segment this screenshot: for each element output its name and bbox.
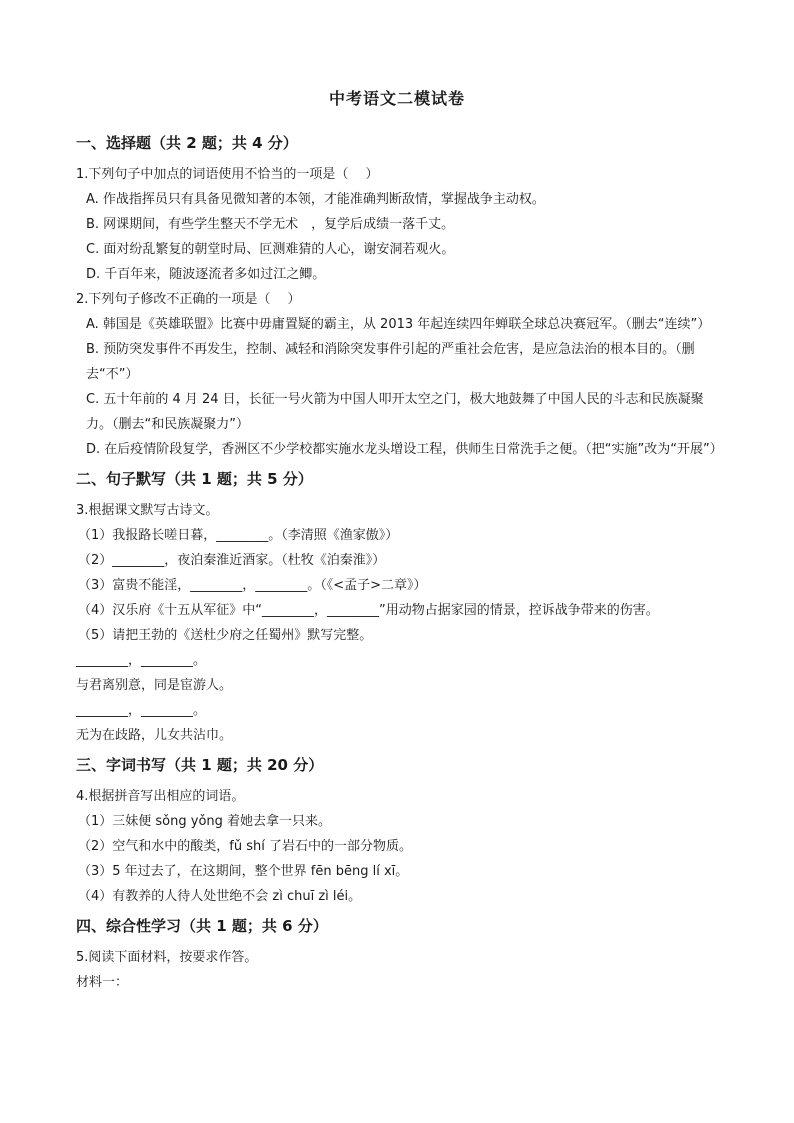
material-label: 材料一： xyxy=(76,975,129,990)
poem-line-2: 与君离别意，同是宦游人。 xyxy=(76,678,233,693)
section-heading-recitation: 二、句子默写（共 1 题；共 5 分） xyxy=(76,470,313,488)
question-4-item-2: （2）空气和水中的酸类，fǔ shí 了岩石中的一部分物质。 xyxy=(78,839,412,854)
question-3-item-4: （4）汉乐府《十五从军征》中“________，________”用动物占据家园的情景，控诉战争带来的伤害。 xyxy=(78,603,659,618)
question-1-option-d: D. 千百年来，随波逐流者多如过江之鲫。 xyxy=(86,267,326,282)
section-heading-writing: 三、字词书写（共 1 题；共 20 分） xyxy=(76,756,324,774)
question-4-item-4: （4）有教养的人待人处世绝不会 zì chuī zì léi。 xyxy=(78,889,362,904)
question-1-option-c: C. 面对纷乱繁复的朝堂时局、叵测难猜的人心，谢安洞若观火。 xyxy=(86,242,455,257)
question-2-option-a: A. 韩国是《英雄联盟》比赛中毋庸置疑的霸主，从 2013 年起连续四年蝉联全球总决赛冠军。（删去“连续”） xyxy=(86,317,711,332)
question-2-option-b: B. 预防突发事件不再发生，控制、减轻和消除突发事件引起的严重社会危害，是应急法治的根本目的。（删去“不”） xyxy=(86,342,695,382)
poem-line-3: ________，________。 xyxy=(76,703,207,718)
question-1-option-a: A. 作战指挥员只有具备见微知著的本领，才能准确判断敌情，掌握战争主动权。 xyxy=(86,192,545,207)
question-4-stem: 4.根据拼音写出相应的词语。 xyxy=(76,789,245,804)
question-2-option-d: D. 在后疫情阶段复学，香洲区不少学校都实施水龙头增设工程，供师生日常洗手之便。（把“实施”改为“开展”） xyxy=(86,442,723,457)
question-3-item-1: （1）我报路长嗟日暮，________。（李清照《渔家傲》） xyxy=(78,528,399,543)
question-4-item-1: （1）三妹便 sǒng yǒng 着她去拿一只来。 xyxy=(78,814,332,829)
section-heading-choice: 一、选择题（共 2 题；共 4 分） xyxy=(76,134,298,152)
poem-line-1: ________，________。 xyxy=(76,653,207,668)
section-heading-comprehensive: 四、综合性学习（共 1 题；共 6 分） xyxy=(76,917,328,935)
question-1-option-b: B. 网课期间，有些学生整天不学无术 ，复学后成绩一落千丈。 xyxy=(86,217,455,232)
question-3-item-5: （5）请把王勃的《送杜少府之任蜀州》默写完整。 xyxy=(78,628,373,643)
poem-line-4: 无为在歧路，儿女共沾巾。 xyxy=(76,728,233,743)
question-3-item-2: （2）________，夜泊秦淮近酒家。（杜牧《泊秦淮》） xyxy=(78,553,386,568)
question-5-stem: 5.阅读下面材料，按要求作答。 xyxy=(76,950,258,965)
exam-content xyxy=(76,126,728,995)
question-4-item-3: （3）5 年过去了，在这期间，整个世界 fēn bēng lí xī。 xyxy=(78,864,409,879)
question-2-option-c: C. 五十年前的 4 月 24 日，长征一号火箭为中国人叩开太空之门，极大地鼓舞了中国人民的斗志和民族凝聚力。（删去“和民族凝聚力”） xyxy=(86,392,704,432)
question-1-stem: 1.下列句子中加点的词语使用不恰当的一项是（ ） xyxy=(76,167,379,182)
question-3-stem: 3.根据课文默写古诗文。 xyxy=(76,503,219,518)
page-title: 中考语文二模试卷 xyxy=(328,89,465,108)
question-3-item-3: （3）富贵不能淫，________，________。（《<孟子>二章》） xyxy=(78,578,427,593)
question-2-stem: 2.下列句子修改不正确的一项是（ ） xyxy=(76,292,301,307)
